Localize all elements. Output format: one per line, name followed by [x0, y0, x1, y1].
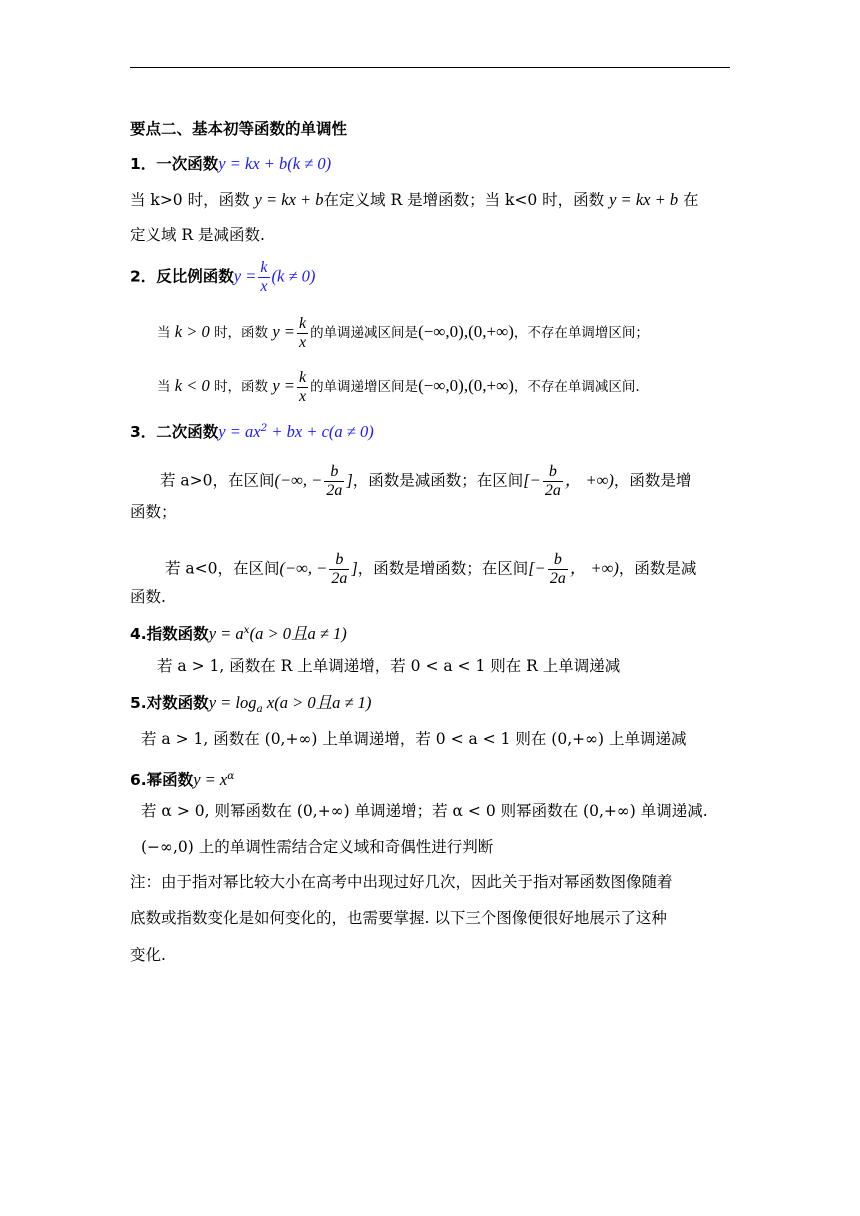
q2a: 若 a<0，在区间	[165, 559, 280, 578]
quad-fb: + bx + c(a ≠ 0)	[267, 422, 374, 441]
q1b: (−∞, −	[274, 470, 323, 490]
q1-frac2	[543, 463, 563, 500]
linear-t1: 当 k>0 时，函数	[130, 191, 250, 209]
q2b: (−∞, −	[279, 558, 328, 578]
inv-l1b: k > 0	[174, 322, 210, 341]
linear-f2: y = kx + b	[609, 190, 679, 209]
q2-frac	[329, 551, 349, 588]
q2g: ，函数是减	[618, 559, 697, 578]
q1-num: b	[324, 463, 344, 482]
quadratic-heading: 3．二次函数	[130, 423, 219, 441]
q1c: ]	[346, 470, 353, 490]
power-fa: y = x	[193, 770, 228, 789]
q2f: ， +∞)	[569, 558, 619, 578]
inverse-den: x	[260, 278, 268, 295]
inv-l2a: 当	[157, 379, 171, 395]
power-text-1: 若 α > 0, 则幂函数在 (0,+∞) 单调递增；若 α < 0 则幂函数在 (0,+∞) 单调递减.	[141, 802, 708, 820]
inverse-fraction	[258, 259, 269, 296]
exp-sup: x	[243, 624, 250, 636]
linear-f1: y = kx + b	[254, 190, 324, 209]
inv-l2-fraction	[297, 369, 308, 406]
inverse-heading: 2．反比例函数	[130, 267, 234, 286]
q2-num2: b	[548, 551, 568, 570]
q1-den2: 2a	[544, 482, 561, 499]
q2-den: 2a	[331, 570, 348, 587]
inv-l1f: ，不存在单调增区间；	[513, 325, 649, 341]
inv-l2y: y =	[272, 376, 295, 395]
inv-l1a: 当	[157, 325, 171, 341]
inv-l2f: ，不存在单调减区间.	[513, 379, 640, 395]
log-fb: x(a > 0且a ≠ 1)	[262, 693, 372, 712]
linear-text-1	[130, 190, 699, 210]
linear-text-2: 定义域 R 是减函数.	[130, 226, 265, 244]
q2d: ，函数是增函数；在区间	[357, 559, 529, 578]
inverse-line-1	[157, 315, 649, 352]
q1d: ，函数是减函数；在区间	[352, 471, 524, 490]
inv-l1-num: k	[298, 315, 307, 332]
q1f: ， +∞)	[564, 470, 614, 490]
linear-t2: 在定义域 R 是增函数；当 k<0 时，函数	[323, 191, 605, 209]
q2-den2: 2a	[549, 570, 566, 587]
inv-l2b: k < 0	[174, 376, 210, 395]
quadratic-heading-line	[130, 418, 374, 442]
quadratic-para-2	[165, 551, 696, 588]
q1e: [−	[523, 470, 541, 490]
quad-sup: 2	[260, 422, 268, 434]
linear-t3: 在	[683, 191, 699, 209]
quadratic-para-2-cont: 函数.	[130, 588, 166, 606]
log-sub: a	[256, 703, 263, 715]
exp-text: 若 a > 1, 函数在 R 上单调递增，若 0 < a < 1 则在 R 上单调递减	[157, 657, 621, 675]
exp-heading-line	[130, 620, 347, 644]
header-rule	[130, 67, 730, 68]
inv-l1y: y =	[272, 322, 295, 341]
power-sup: α	[227, 770, 235, 782]
q2e: [−	[528, 558, 546, 578]
exp-heading: 4.指数函数	[130, 625, 209, 643]
inverse-num: k	[260, 259, 268, 276]
inverse-cond: (k ≠ 0)	[271, 266, 316, 286]
note-line-1: 注：由于指对幂比较大小在高考中出现过好几次，因此关于指对幂函数图像随着	[130, 873, 673, 891]
power-heading-line	[130, 766, 234, 790]
inv-l2-den: x	[298, 388, 307, 405]
inv-l2c: 时，函数	[214, 379, 269, 395]
quad-fa: y = ax	[218, 422, 261, 441]
inv-l2d: 的单调递增区间是	[310, 379, 419, 395]
inverse-heading-line	[130, 259, 315, 296]
note-line-3: 变化.	[130, 946, 166, 964]
inv-l2e: (−∞,0),(0,+∞)	[418, 376, 514, 395]
inv-l1-den: x	[298, 334, 307, 351]
inv-l1e: (−∞,0),(0,+∞)	[418, 322, 514, 341]
log-text: 若 a > 1, 函数在 (0,+∞) 上单调递增，若 0 < a < 1 则在 (0,+∞) 上单调递减	[141, 730, 687, 748]
q2-num: b	[329, 551, 349, 570]
q1g: ，函数是增	[613, 471, 692, 490]
section-title: 要点二、基本初等函数的单调性	[130, 120, 348, 138]
quadratic-para-1-cont: 函数；	[130, 503, 177, 521]
q1-num2: b	[543, 463, 563, 482]
log-heading: 5.对数函数	[130, 694, 209, 712]
exp-fa: y = a	[208, 624, 244, 643]
q1-den: 2a	[326, 482, 343, 499]
inv-l1c: 时，函数	[214, 325, 269, 341]
log-heading-line	[130, 693, 371, 719]
inv-l1-fraction	[297, 315, 308, 352]
inv-l2-num: k	[298, 369, 307, 386]
exp-fb: (a > 0且a ≠ 1)	[249, 624, 347, 643]
quadratic-para-1	[160, 463, 691, 500]
q1-frac	[324, 463, 344, 500]
inverse-y: y =	[233, 266, 257, 286]
note-line-2: 底数或指数变化是如何变化的，也需要掌握. 以下三个图像便很好地展示了这种	[130, 909, 667, 927]
linear-heading-line	[130, 154, 331, 174]
linear-heading: 1．一次函数	[130, 155, 219, 173]
log-fa: y = log	[208, 693, 257, 712]
inv-l1d: 的单调递减区间是	[310, 325, 419, 341]
q2c: ]	[351, 558, 358, 578]
power-heading: 6.幂函数	[130, 771, 194, 789]
linear-formula: y = kx + b(k ≠ 0)	[218, 154, 332, 173]
inverse-line-2	[157, 369, 640, 406]
q2-frac2	[548, 551, 568, 588]
power-text-2: (−∞,0) 上的单调性需结合定义域和奇偶性进行判断	[141, 838, 494, 856]
q1a: 若 a>0，在区间	[160, 471, 275, 490]
